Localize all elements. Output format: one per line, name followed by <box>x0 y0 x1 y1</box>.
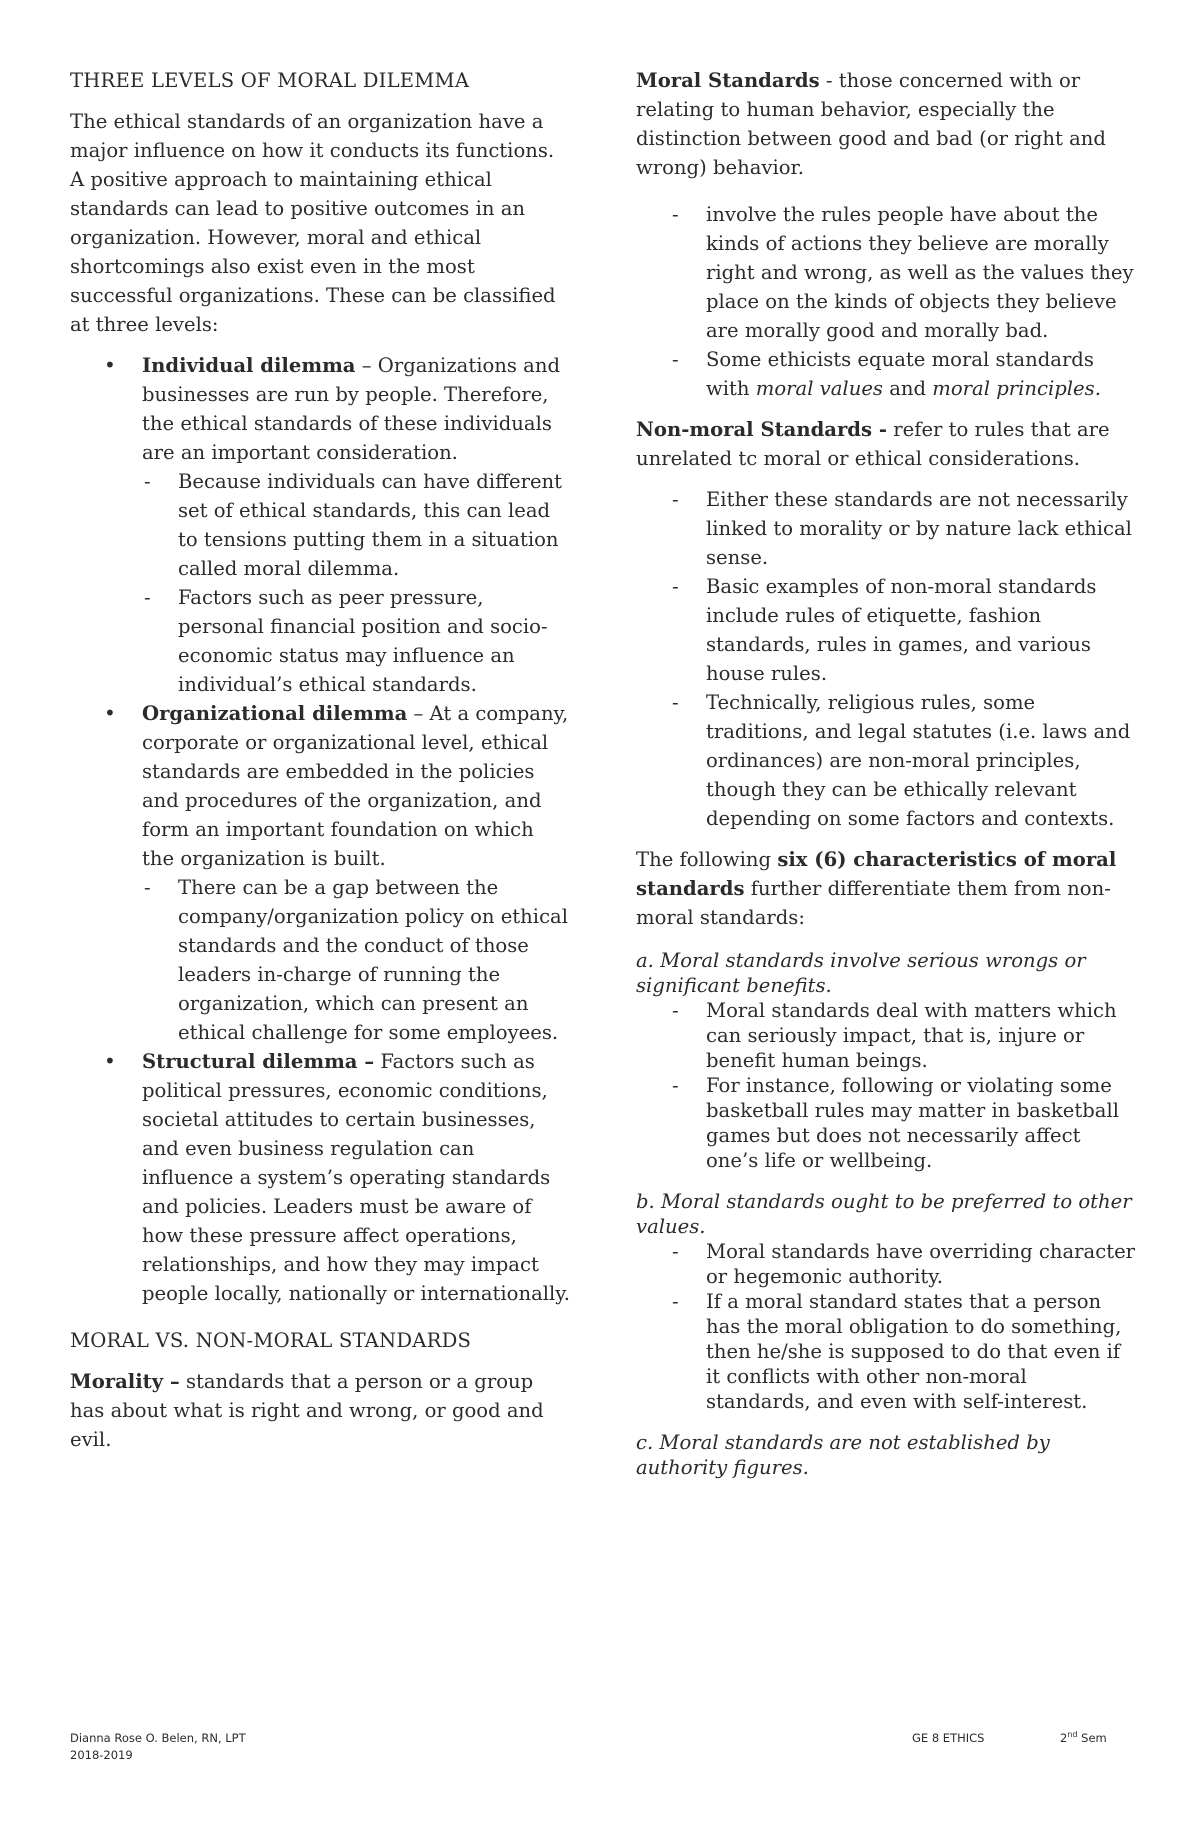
dilemma-structural <box>70 1047 570 1308</box>
dilemma-organizational: • Organizational dilemma – At a company, corporate or organizational level, ethical standards are embedded in the policies and procedures of the organization, and form an important foundation on which the organization is built. - There can be a gap between the company/organization policy on ethical standards and the conduct of those leaders in-charge of running the organization, which can present an ethical challenge for some employees. <box>70 699 570 1047</box>
left-column <box>70 66 570 1454</box>
characteristic-b-list <box>636 1239 1136 1414</box>
dilemma-individual: • Individual dilemma – Organizations and businesses are run by people. Therefore, the ethical standards of these individuals are an important consideration. - Because individuals can have different set of ethical standards, this can lead to tensions putting them in a situation called moral dilemma. - Factors such as peer pressure, personal financial position and socio-economic status may influence an individual’s ethical standards. <box>70 351 570 699</box>
dilemma-text: Organizations and businesses are run by people. Therefore, the ethical standards of these individuals are an important consideration. <box>142 354 561 464</box>
dilemma-sublist <box>142 467 570 699</box>
list-item: - Moral standards deal with matters which can seriously impact, that is, injure or benefit human beings. <box>636 998 1136 1073</box>
morality-term: Morality – <box>70 1370 180 1393</box>
list-item: - Technically, religious rules, some traditions, and legal statutes (i.e. laws and ordinances) are non-moral principles, though they can be ethically relevant depending on some factors and contexts. <box>636 688 1136 833</box>
footer-author: Dianna Rose O. Belen, RN, LPT <box>70 1731 246 1745</box>
list-item: - If a moral standard states that a person has the moral obligation to do something, then he/she is supposed to do that even if it conflicts with other non-moral standards, and even with self-interest. <box>636 1289 1136 1414</box>
moral-standards-list <box>636 200 1136 403</box>
morality-definition <box>70 1367 570 1454</box>
nonmoral-standards-term: Non-moral Standards - <box>636 418 887 441</box>
nonmoral-standards-list <box>636 485 1136 833</box>
dilemma-term: Organizational dilemma <box>142 702 408 725</box>
dilemma-term: Individual dilemma <box>142 354 356 377</box>
section-title-moral-vs-nonmoral: MORAL VS. NON-MORAL STANDARDS <box>70 1329 472 1352</box>
dilemma-text: Factors such as political pressures, economic conditions, societal attitudes to certain businesses, and even business regulation can influence a system’s operating standards and policies. Leaders must be aware of how these pressure affect operations, relationships, and how they may impact people locally, nationally or internationally. <box>142 1050 570 1305</box>
moral-standards-definition: Moral Standards - those concerned with or relating to human behavior, especially the distinction between good and bad (or right and wrong) behavior. <box>636 69 1106 179</box>
list-item: - For instance, following or violating some basketball rules may matter in basketball games but does not necessarily affect one’s life or wellbeing. <box>636 1073 1136 1173</box>
dilemma-term: Structural dilemma – <box>142 1050 375 1073</box>
list-item: - Moral standards have overriding character or hegemonic authority. <box>636 1239 1136 1289</box>
footer-year: 2018-2019 <box>70 1748 133 1762</box>
dilemma-text: At a company, corporate or organizational level, ethical standards are embedded in the policies and procedures of the organization, and form an important foundation on which the organization is built. <box>142 702 569 870</box>
footer-course: GE 8 ETHICS <box>912 1731 985 1745</box>
list-item: - Basic examples of non-moral standards include rules of etiquette, fashion standards, rules in games, and various house rules. <box>636 572 1136 688</box>
list-item: - There can be a gap between the company/organization policy on ethical standards and the conduct of those leaders in-charge of running the organization, which can present an ethical challenge for some employees. <box>142 873 570 1047</box>
six-characteristics-intro: The following six (6) characteristics of moral standards further differentiate them from non-moral standards: <box>636 848 1117 929</box>
list-item: - Some ethicists equate moral standards with moral values and moral principles. <box>636 345 1136 403</box>
characteristic-b-title: b. Moral standards ought to be preferred to other values. <box>636 1190 1132 1238</box>
list-item: - Factors such as peer pressure, personal financial position and socio-economic status may influence an individual’s ethical standards. <box>142 583 570 699</box>
nonmoral-standards-definition: Non-moral Standards - refer to rules that are unrelated tc moral or ethical considerations. <box>636 418 1110 470</box>
characteristic-a-list <box>636 998 1136 1173</box>
characteristic-c-title: c. Moral standards are not established by authority figures. <box>636 1431 1050 1479</box>
dilemma-sublist <box>142 873 570 1047</box>
footer-semester: 2nd Sem <box>1060 1730 1107 1745</box>
moral-standards-term: Moral Standards <box>636 69 820 92</box>
footer-author-block <box>70 1730 246 1764</box>
intro-paragraph: The ethical standards of an organization have a major influence on how it conducts its functions. A positive approach to maintaining ethical standards can lead to positive outcomes in an organization. However, moral and ethical shortcomings also exist even in the most successful organizations. These can be classified at three levels: <box>70 110 556 336</box>
morality-text: standards that a person or a group has about what is right and wrong, or good and evil. <box>70 1370 544 1451</box>
characteristic-a-title: a. Moral standards involve serious wrongs or significant benefits. <box>636 949 1086 997</box>
list-item: - Because individuals can have different set of ethical standards, this can lead to tensions putting them in a situation called moral dilemma. <box>142 467 570 583</box>
right-column <box>636 66 1136 1480</box>
section-title-three-levels: THREE LEVELS OF MORAL DILEMMA <box>70 69 470 92</box>
list-item: - Either these standards are not necessarily linked to morality or by nature lack ethical sense. <box>636 485 1136 572</box>
dilemma-list <box>70 351 570 1308</box>
list-item: - involve the rules people have about the kinds of actions they believe are morally right and wrong, as well as the values they place on the kinds of objects they believe are morally good and morally bad. <box>636 200 1136 345</box>
